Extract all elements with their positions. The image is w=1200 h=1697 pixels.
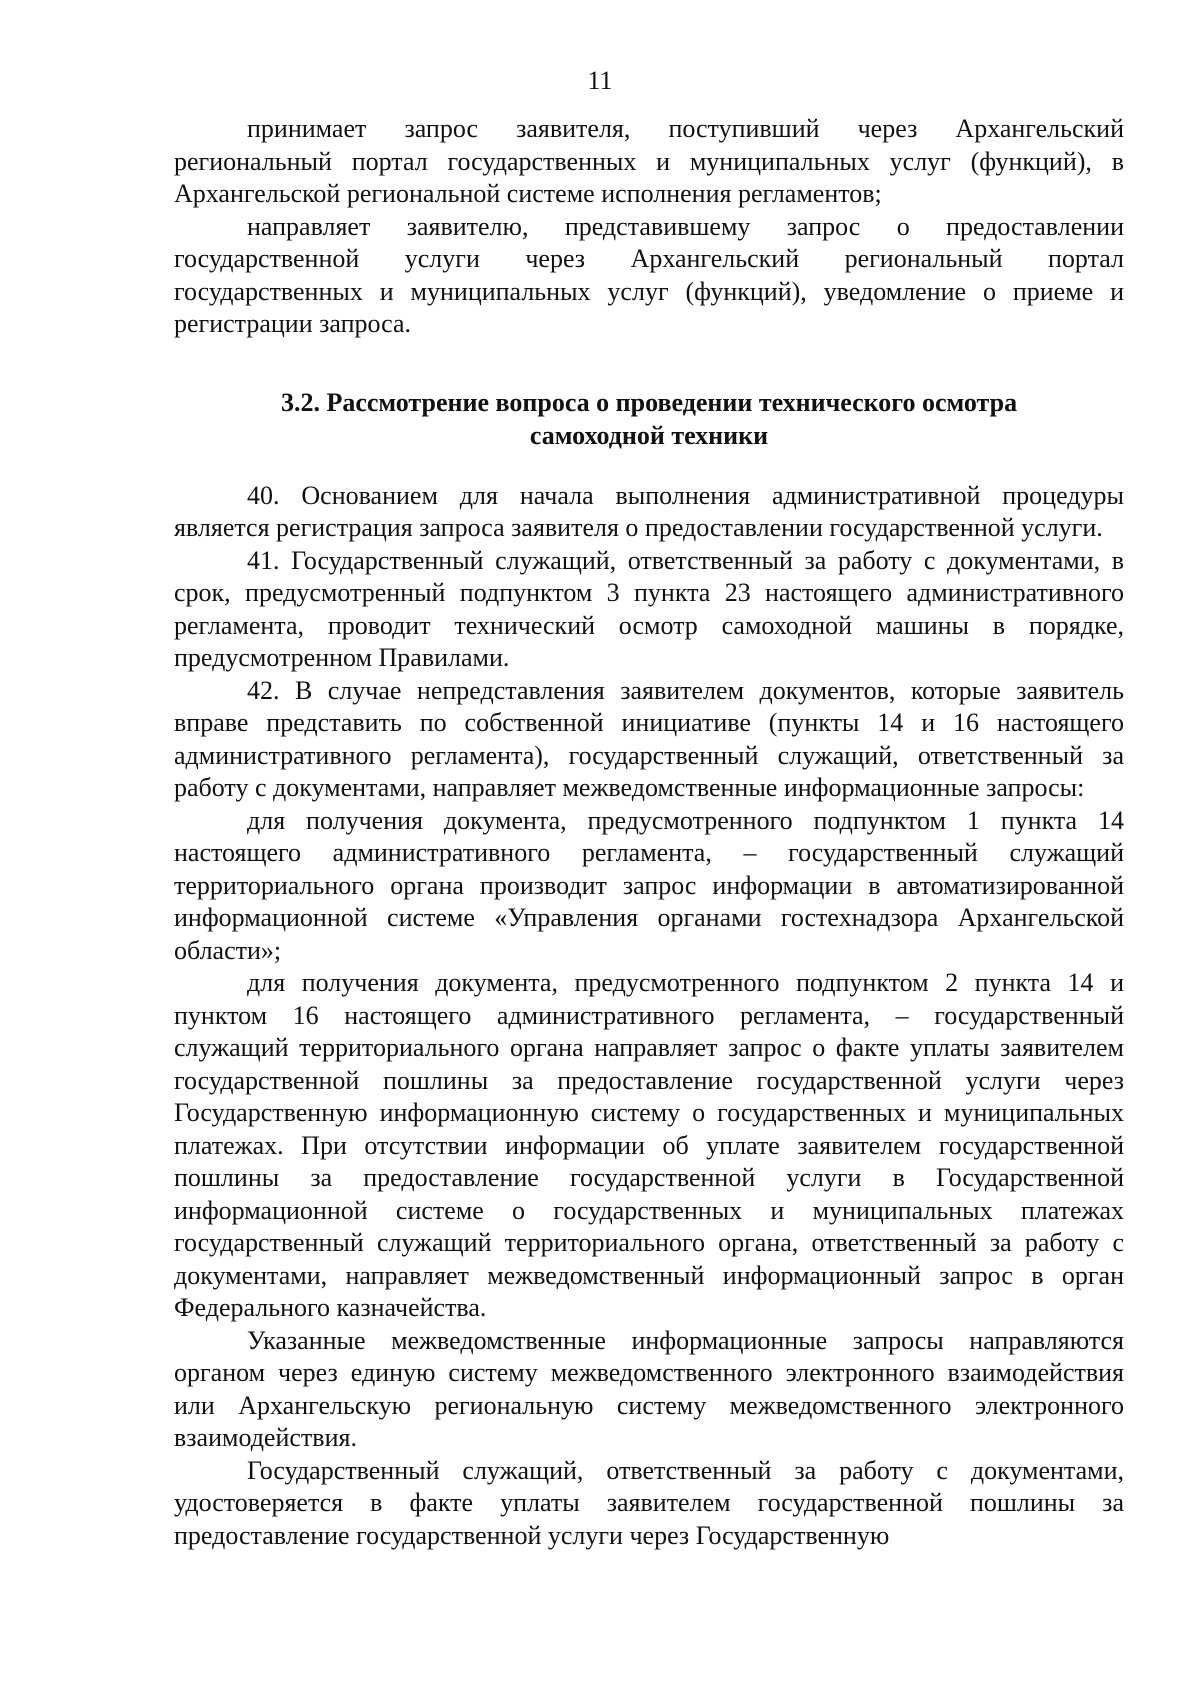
paragraph-fee-verification: Государственный служащий, ответственный за работу с документами, удостоверяется в факте уплаты заявителем государственной пошлины за предоставление государственной услуги через Государственную [174, 1455, 1124, 1550]
section-heading-line-2: самоходной техники [529, 420, 769, 450]
paragraph-accept-request: принимает запрос заявителя, поступивший через Архангельский региональный портал государственных и муниципальных услуг (функций), в Архангельской региональной системе исполнения регламентов; [174, 114, 1124, 208]
page-number: 11 [587, 66, 613, 95]
paragraph-subitem-2: для получения документа, предусмотренного подпунктом 2 пункта 14 и пунктом 16 настоящего административного регламента, – государственный служащий территориального органа направляет запрос о факте уплаты заявителем государственной пошлины за предоставление государственной услуги через Государственную информационную систему о государственных и муниципальных платежах. При отсутствии информации об уплате заявителем государственной пошлины за предоставление государственной услуги в Государственной информационной системе о государственных и муниципальных платежах государственный служащий территориального органа, ответственный за работу с документами, направляет межведомственный информационный запрос в орган Федерального казначейства. [174, 968, 1124, 1322]
paragraph-send-notification: направляет заявителю, представившему запрос о предоставлении государственной услуги через Архангельский региональный портал государственных и муниципальных услуг (функций), уведомление о приеме и регистрации запроса. [174, 211, 1124, 338]
section-heading-line-1: 3.2. Рассмотрение вопроса о проведении технического осмотра [280, 387, 1018, 417]
paragraph-item-42: 42. В случае непредставления заявителем документов, которые заявитель вправе представить по собственной инициативе (пункты 14 и 16 настоящего административного регламента), государственный служащий, ответственный за работу с документами, направляет межведомственные информационные запросы: [174, 675, 1124, 802]
paragraph-item-41: 41. Государственный служащий, ответственный за работу с документами, в срок, предусмотренный подпунктом 3 пункта 23 настоящего административного регламента, проводит технический осмотр самоходной машины в порядке, предусмотренном Правилами. [174, 545, 1124, 672]
section-heading [174, 386, 1124, 452]
paragraph-subitem-1: для получения документа, предусмотренного подпунктом 1 пункта 14 настоящего административного регламента, – государственный служащий территориального органа производит запрос информации в автоматизированной информационной системе «Управления органами гостехнадзора Архангельской области»; [174, 805, 1124, 965]
paragraph-item-40: 40. Основанием для начала выполнения административной процедуры является регистрация запроса заявителя о предоставлении государственной услуги. [174, 480, 1124, 542]
paragraph-interagency-requests: Указанные межведомственные информационные запросы направляются органом через единую систему межведомственного электронного взаимодействия или Архангельскую региональную систему межведомственного электронного взаимодействия. [174, 1325, 1124, 1452]
document-body [174, 113, 1124, 1552]
